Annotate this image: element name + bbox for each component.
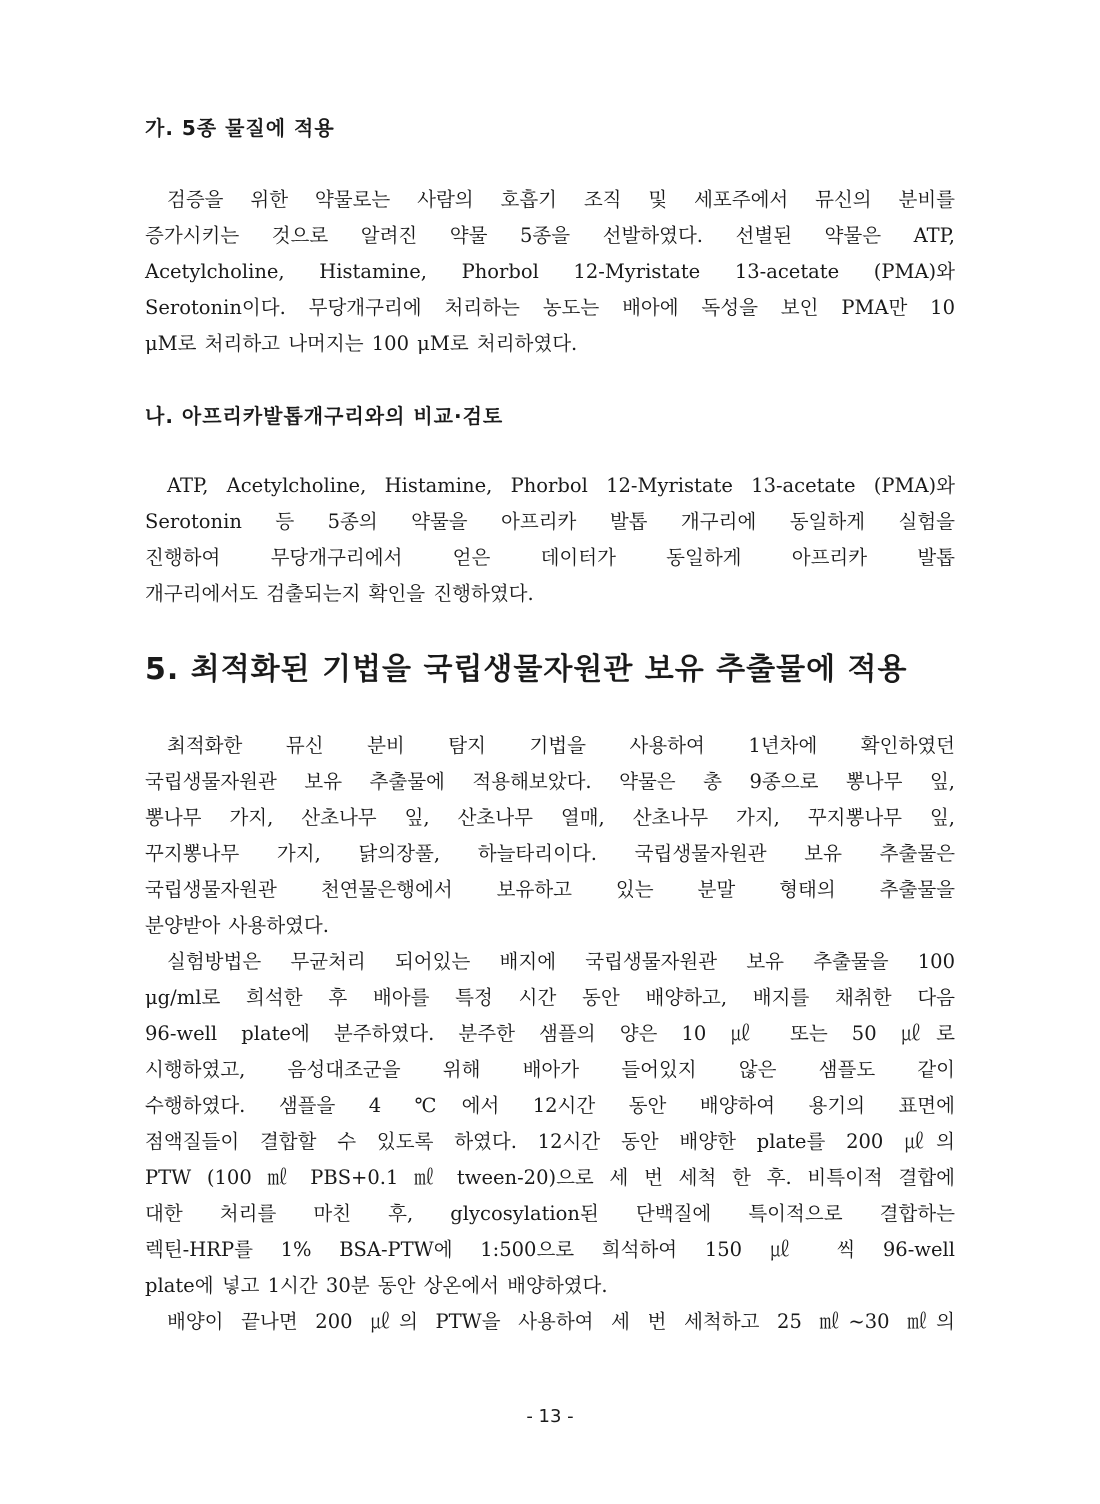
section-title-5: 5. 최적화된 기법을 국립생물자원관 보유 추출물에 적용 (145, 652, 908, 687)
paragraph-line: 국립생물자원관 보유 추출물에 적용해보았다. 약물은 총 9종으로 뽕나무 잎, (145, 770, 955, 793)
paragraph-line: 실험방법은 무균처리 되어있는 배지에 국립생물자원관 보유 추출물을 100 (167, 950, 955, 973)
paragraph-5-3 (145, 1304, 955, 1340)
paragraph-line: 분양받아 사용하였다. (145, 914, 329, 937)
subsection-heading-ga: 가. 5종 물질에 적용 (145, 116, 335, 140)
paragraph-ga (145, 182, 955, 362)
paragraph-5-2 (145, 944, 955, 1304)
paragraph-line: Acetylcholine, Histamine, Phorbol 12-Myristate 13-acetate (PMA)와 (145, 260, 955, 283)
paragraph-line: 수행하였다. 샘플을 4 ℃에서 12시간 동안 배양하여 용기의 표면에 (145, 1094, 955, 1117)
paragraph-line: 점액질들이 결합할 수 있도록 하였다. 12시간 동안 배양한 plate를 200 ㎕의 (145, 1130, 955, 1153)
paragraph-5-1 (145, 728, 955, 944)
paragraph-line: μg/ml로 희석한 후 배아를 특정 시간 동안 배양하고, 배지를 채취한 다음 (145, 986, 955, 1009)
paragraph-line: plate에 넣고 1시간 30분 동안 상온에서 배양하였다. (145, 1274, 608, 1297)
paragraph-na (145, 468, 955, 612)
subsection-heading-na: 나. 아프리카발톱개구리와의 비교·검토 (145, 404, 504, 428)
page-number: - 13 - (526, 1406, 574, 1427)
paragraph-line: 개구리에서도 검출되는지 확인을 진행하였다. (145, 582, 534, 605)
paragraph-line: 96-well plate에 분주하였다. 분주한 샘플의 양은 10 ㎕ 또는 50 ㎕로 (145, 1022, 955, 1045)
paragraph-line: 렉틴-HRP를 1% BSA-PTW에 1:500으로 희석하여 150 ㎕ 씩 96-well (145, 1238, 955, 1261)
paragraph-line: 진행하여 무당개구리에서 얻은 데이터가 동일하게 아프리카 발톱 (145, 546, 955, 569)
paragraph-line: 검증을 위한 약물로는 사람의 호흡기 조직 및 세포주에서 뮤신의 분비를 (167, 188, 955, 211)
paragraph-line: 뽕나무 가지, 산초나무 잎, 산초나무 열매, 산초나무 가지, 꾸지뽕나무 잎, (145, 806, 955, 829)
paragraph-line: μM로 처리하고 나머지는 100 μM로 처리하였다. (145, 332, 578, 355)
paragraph-line: 국립생물자원관 천연물은행에서 보유하고 있는 분말 형태의 추출물을 (145, 878, 955, 901)
paragraph-line: Serotonin 등 5종의 약물을 아프리카 발톱 개구리에 동일하게 실험을 (145, 510, 955, 533)
paragraph-line: 배양이 끝나면 200 ㎕의 PTW을 사용하여 세 번 세척하고 25 ㎖~30 ㎖의 (167, 1310, 955, 1333)
paragraph-line: 증가시키는 것으로 알려진 약물 5종을 선발하였다. 선별된 약물은 ATP, (145, 224, 955, 247)
paragraph-line: Serotonin이다. 무당개구리에 처리하는 농도는 배아에 독성을 보인 PMA만 10 (145, 296, 955, 319)
paragraph-line: 최적화한 뮤신 분비 탐지 기법을 사용하여 1년차에 확인하였던 (167, 734, 955, 757)
paragraph-line: 꾸지뽕나무 가지, 닭의장풀, 하늘타리이다. 국립생물자원관 보유 추출물은 (145, 842, 955, 865)
paragraph-line: 시행하였고, 음성대조군을 위해 배아가 들어있지 않은 샘플도 같이 (145, 1058, 955, 1081)
paragraph-line: PTW (100 ㎖ PBS+0.1 ㎖ tween-20)으로 세 번 세척 한 후. 비특이적 결합에 (145, 1166, 955, 1189)
paragraph-line: ATP, Acetylcholine, Histamine, Phorbol 12-Myristate 13-acetate (PMA)와 (167, 474, 955, 497)
paragraph-line: 대한 처리를 마친 후, glycosylation된 단백질에 특이적으로 결합하는 (145, 1202, 955, 1225)
